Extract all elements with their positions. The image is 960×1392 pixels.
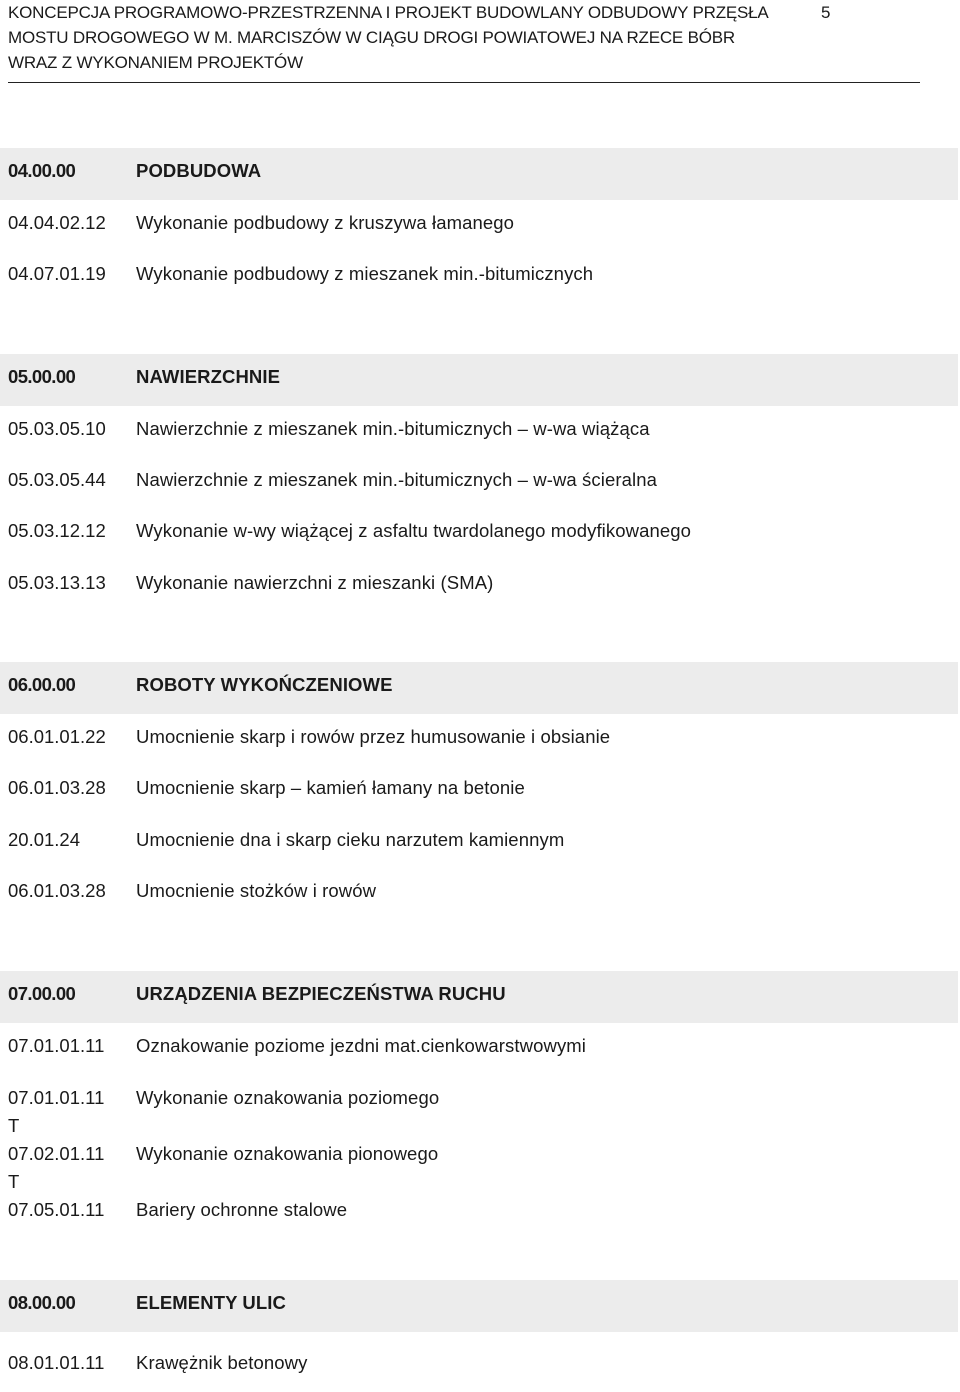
section-title: PODBUDOWA — [136, 160, 262, 181]
section-heading — [0, 1280, 958, 1332]
spec-code: 04.04.02.12 — [8, 212, 106, 233]
spec-title: Nawierzchnie z mieszanek min.-bitumicznych – w-wa wiążąca — [136, 418, 650, 439]
spec-code: 05.03.13.13 — [8, 572, 106, 593]
header-line-3: WRAZ Z WYKONANIEM PROJEKTÓW — [8, 53, 303, 72]
spec-item-row — [0, 1187, 958, 1239]
spec-item-row — [0, 200, 958, 252]
spec-item-row — [0, 251, 958, 303]
spec-item-row — [0, 765, 958, 817]
spec-title: Krawężnik betonowy — [136, 1352, 308, 1373]
spec-title: Bariery ochronne stalowe — [136, 1199, 348, 1220]
spec-title: Oznakowanie poziome jezdni mat.cienkowarstwowymi — [136, 1035, 587, 1056]
section-title: NAWIERZCHNIE — [136, 366, 281, 387]
spec-code: 04.07.01.19 — [8, 263, 106, 284]
section-code: 07.00.00 — [8, 983, 76, 1004]
spec-title: Wykonanie podbudowy z mieszanek min.-bitumicznych — [136, 263, 594, 284]
spec-item-row — [0, 714, 958, 766]
spec-title: Wykonanie oznakowania poziomego — [136, 1087, 440, 1108]
section-heading — [0, 971, 958, 1023]
spec-item-row — [0, 817, 958, 869]
spec-code: 06.01.01.22 — [8, 726, 106, 747]
spec-title: Umocnienie stożków i rowów — [136, 880, 377, 901]
spec-item-row — [0, 457, 958, 509]
spec-item-row — [0, 1340, 958, 1392]
spec-code: 06.01.03.28 — [8, 777, 106, 798]
spec-item-row — [0, 560, 958, 612]
spec-code-suffix: T — [8, 1115, 20, 1136]
spec-title: Wykonanie nawierzchni z mieszanki (SMA) — [136, 572, 494, 593]
spec-code: 05.03.05.10 — [8, 418, 106, 439]
spec-code: 07.02.01.11 — [8, 1143, 105, 1164]
spec-item-row — [0, 1131, 958, 1192]
spec-code: 06.01.03.28 — [8, 880, 106, 901]
spec-title: Wykonanie podbudowy z kruszywa łamanego — [136, 212, 515, 233]
spec-code: 08.01.01.11 — [8, 1352, 105, 1373]
spec-title: Wykonanie oznakowania pionowego — [136, 1143, 439, 1164]
spec-code-suffix: T — [8, 1171, 20, 1192]
spec-code: 07.05.01.11 — [8, 1199, 105, 1220]
spec-item-row — [0, 1075, 958, 1136]
section-heading — [0, 148, 958, 200]
spec-item-row — [0, 508, 958, 560]
spec-code: 07.01.01.11 — [8, 1035, 105, 1056]
spec-title: Nawierzchnie z mieszanek min.-bitumicznych – w-wa ścieralna — [136, 469, 657, 490]
spec-item-row — [0, 868, 958, 920]
section-heading — [0, 662, 958, 714]
spec-title: Umocnienie dna i skarp cieku narzutem kamiennym — [136, 829, 565, 850]
section-title: ROBOTY WYKOŃCZENIOWE — [136, 674, 393, 695]
header-line-2: MOSTU DROGOWEGO W M. MARCISZÓW W CIĄGU DROGI POWIATOWEJ NA RZECE BÓBR — [8, 28, 735, 47]
header-line-1: KONCEPCJA PROGRAMOWO-PRZESTRZENNA I PROJEKT BUDOWLANY ODBUDOWY PRZĘSŁA — [8, 3, 769, 22]
section-title: URZĄDZENIA BEZPIECZEŃSTWA RUCHU — [136, 983, 506, 1004]
section-heading — [0, 354, 958, 406]
spec-code: 05.03.12.12 — [8, 520, 106, 541]
spec-title: Wykonanie w-wy wiążącej z asfaltu twardolanego modyfikowanego — [136, 520, 692, 541]
section-code: 04.00.00 — [8, 160, 76, 181]
section-code: 05.00.00 — [8, 366, 76, 387]
spec-item-row — [0, 406, 958, 458]
header-divider — [8, 82, 920, 83]
spec-code: 20.01.24 — [8, 829, 81, 850]
spec-title: Umocnienie skarp – kamień łamany na betonie — [136, 777, 525, 798]
spec-item-row — [0, 1023, 958, 1075]
page-header — [8, 0, 920, 75]
spec-code: 07.01.01.11 — [8, 1087, 105, 1108]
page-number: 5 — [821, 3, 831, 22]
section-title: ELEMENTY ULIC — [136, 1292, 286, 1313]
spec-code: 05.03.05.44 — [8, 469, 106, 490]
section-code: 08.00.00 — [8, 1292, 76, 1313]
spec-title: Umocnienie skarp i rowów przez humusowanie i obsianie — [136, 726, 611, 747]
section-code: 06.00.00 — [8, 674, 76, 695]
